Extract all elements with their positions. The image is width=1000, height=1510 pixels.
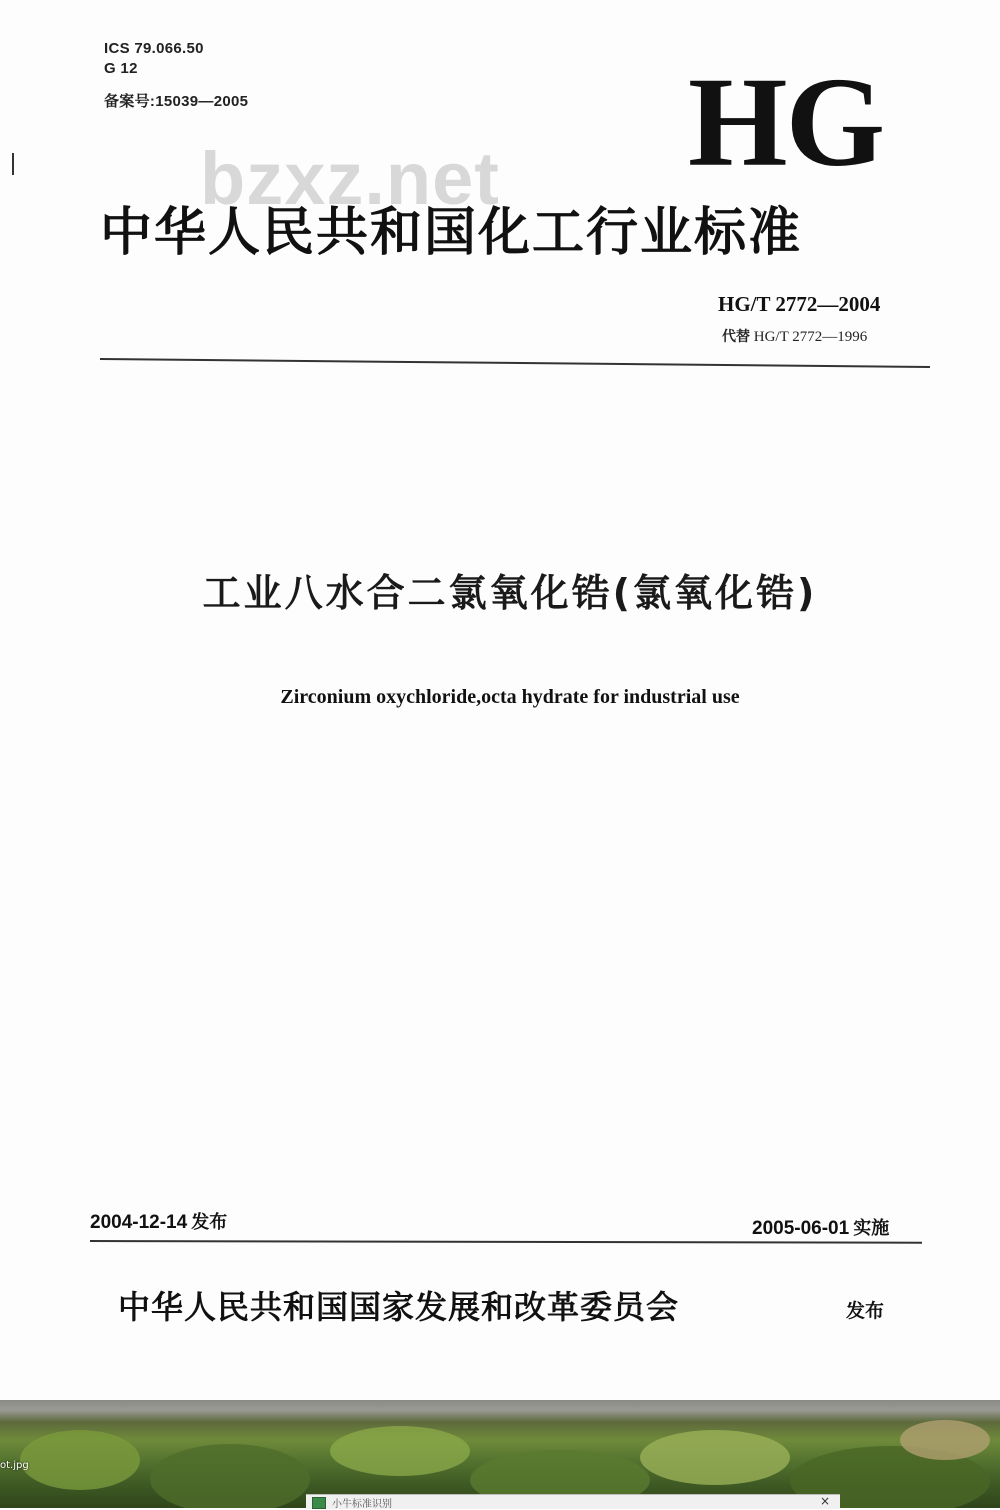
implementation-date-label: 实施 <box>853 1218 890 1239</box>
standard-mark: HG <box>688 51 884 193</box>
margin-mark <box>12 153 14 175</box>
replaces-code: HG/T 2772—1996 <box>753 329 868 345</box>
issue-date-value: 2004-12-14 <box>90 1212 188 1233</box>
standard-code: HG/T 2772—2004 <box>718 292 881 316</box>
publisher-name: 中华人民共和国国家发展和改革委员会 <box>118 1288 680 1326</box>
issue-date-label: 发布 <box>191 1212 228 1233</box>
desktop-file-label[interactable]: ot.jpg <box>0 1460 29 1471</box>
watermark: bzxz.net <box>200 137 500 220</box>
document-title-english: Zirconium oxychloride,octa hydrate for industrial use <box>280 686 740 708</box>
replaces-label: 代替 <box>722 329 750 345</box>
filing-number: 备案号:15039—2005 <box>104 93 249 110</box>
publisher-label: 发布 <box>846 1300 885 1322</box>
popup-title: 小牛标准识别 <box>332 1499 392 1510</box>
implementation-date-value: 2005-06-01 <box>752 1218 850 1239</box>
app-icon <box>312 1497 326 1509</box>
implementation-date <box>752 1214 889 1240</box>
issue-date <box>90 1208 227 1234</box>
ics-code: ICS 79.066.50 <box>104 40 204 57</box>
desktop-wallpaper <box>0 1400 1000 1508</box>
document-title-chinese: 工业八水合二氯氧化锆(氯氧化锆) <box>202 571 818 615</box>
close-icon[interactable]: × <box>820 1494 831 1508</box>
standard-category-title: 中华人民共和国化工行业标准 <box>100 202 803 263</box>
replaces-line <box>722 326 867 346</box>
classification-code: G 12 <box>104 60 138 77</box>
